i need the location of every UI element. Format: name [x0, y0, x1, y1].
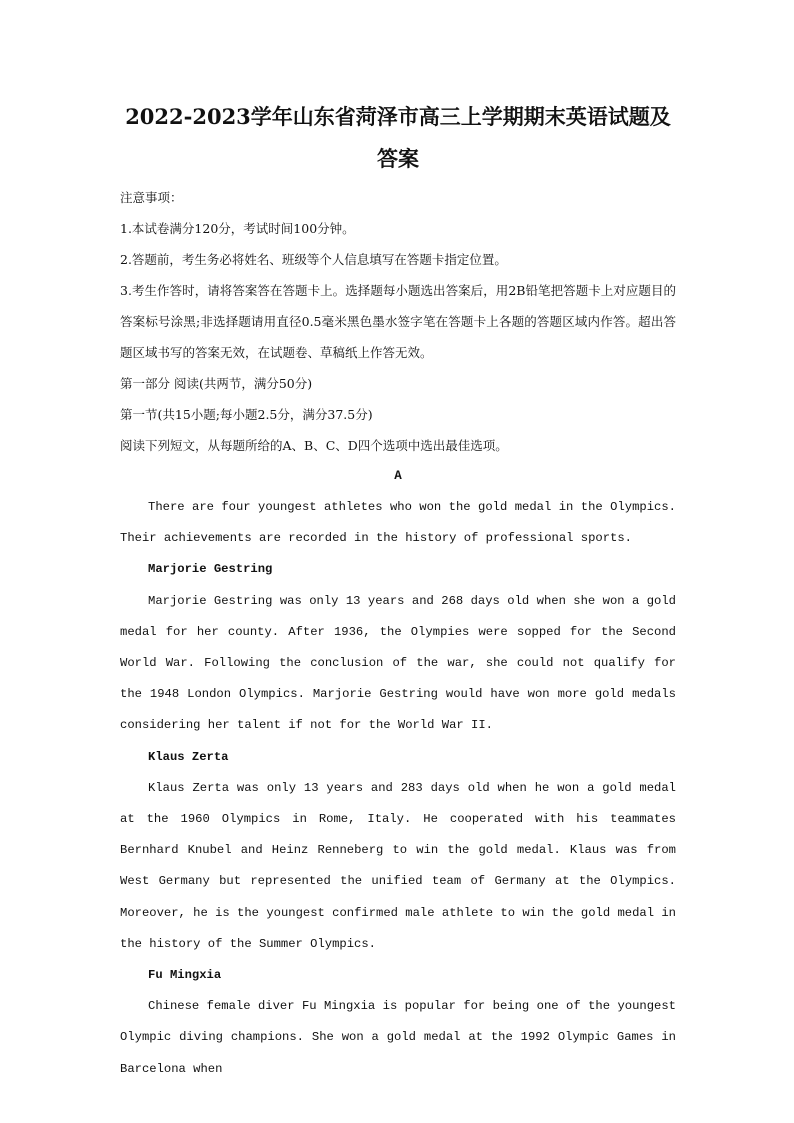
document-page [120, 96, 676, 1085]
document-title: 2022-2023学年山东省菏泽市高三上学期期末英语试题及答案 [125, 104, 671, 171]
note-item-1: 1.本试卷满分120分，考试时间100分钟。 [120, 221, 355, 236]
reading-instruction: 阅读下列短文，从每题所给的A、B、C、D四个选项中选出最佳选项。 [120, 438, 508, 453]
athlete-text-1: Marjorie Gestring was only 13 years and 268 days old when she won a gold medal for her county. After 1936, the Olympies were sopped for the Second World War. Following the conclusion of the war, she could not qualify for the 1948 London Olympics. Marjorie Gestring would have won more gold medals considering her talent if not for the World War II. [120, 593, 676, 733]
athlete-name-2: Klaus Zerta [148, 749, 229, 764]
note-item-2: 2.答题前，考生务必将姓名、班级等个人信息填写在答题卡指定位置。 [120, 252, 507, 267]
section-one-heading: 第一节(共15小题;每小题2.5分，满分37.5分) [120, 407, 373, 422]
notes-heading: 注意事项： [120, 190, 183, 205]
passage-letter: A [394, 469, 402, 483]
note-item-3: 3.考生作答时，请将答案答在答题卡上。选择题每小题选出答案后，用2B铅笔把答题卡上对应题目的答案标号涂黑;非选择题请用直径0.5毫米黑色墨水签字笔在答题卡上各题的答题区域内作答。超出答题区域书写的答案无效，在试题卷、草稿纸上作答无效。 [120, 283, 676, 360]
athlete-text-2: Klaus Zerta was only 13 years and 283 days old when he won a gold medal at the 1960 Olympics in Rome, Italy. He cooperated with his teammates Bernhard Knubel and Heinz Renneberg to win the gold medal. Klaus was from West Germany but represented the unified team of Germany at the Olympics. Moreover, he is the youngest confirmed male athlete to win the gold medal in the history of the Summer Olympics. [120, 780, 676, 951]
athlete-text-3: Chinese female diver Fu Mingxia is popular for being one of the youngest Olympic diving champions. She won a gold medal at the 1992 Olympic Games in Barcelona when [120, 999, 676, 1076]
part-one-heading: 第一部分 阅读(共两节，满分50分) [120, 376, 313, 391]
athlete-name-3: Fu Mingxia [148, 968, 222, 983]
passage-intro: There are four youngest athletes who won the gold medal in the Olympics. Their achievements are recorded in the history of professional sports. [120, 500, 676, 546]
athlete-name-1: Marjorie Gestring [148, 562, 273, 577]
